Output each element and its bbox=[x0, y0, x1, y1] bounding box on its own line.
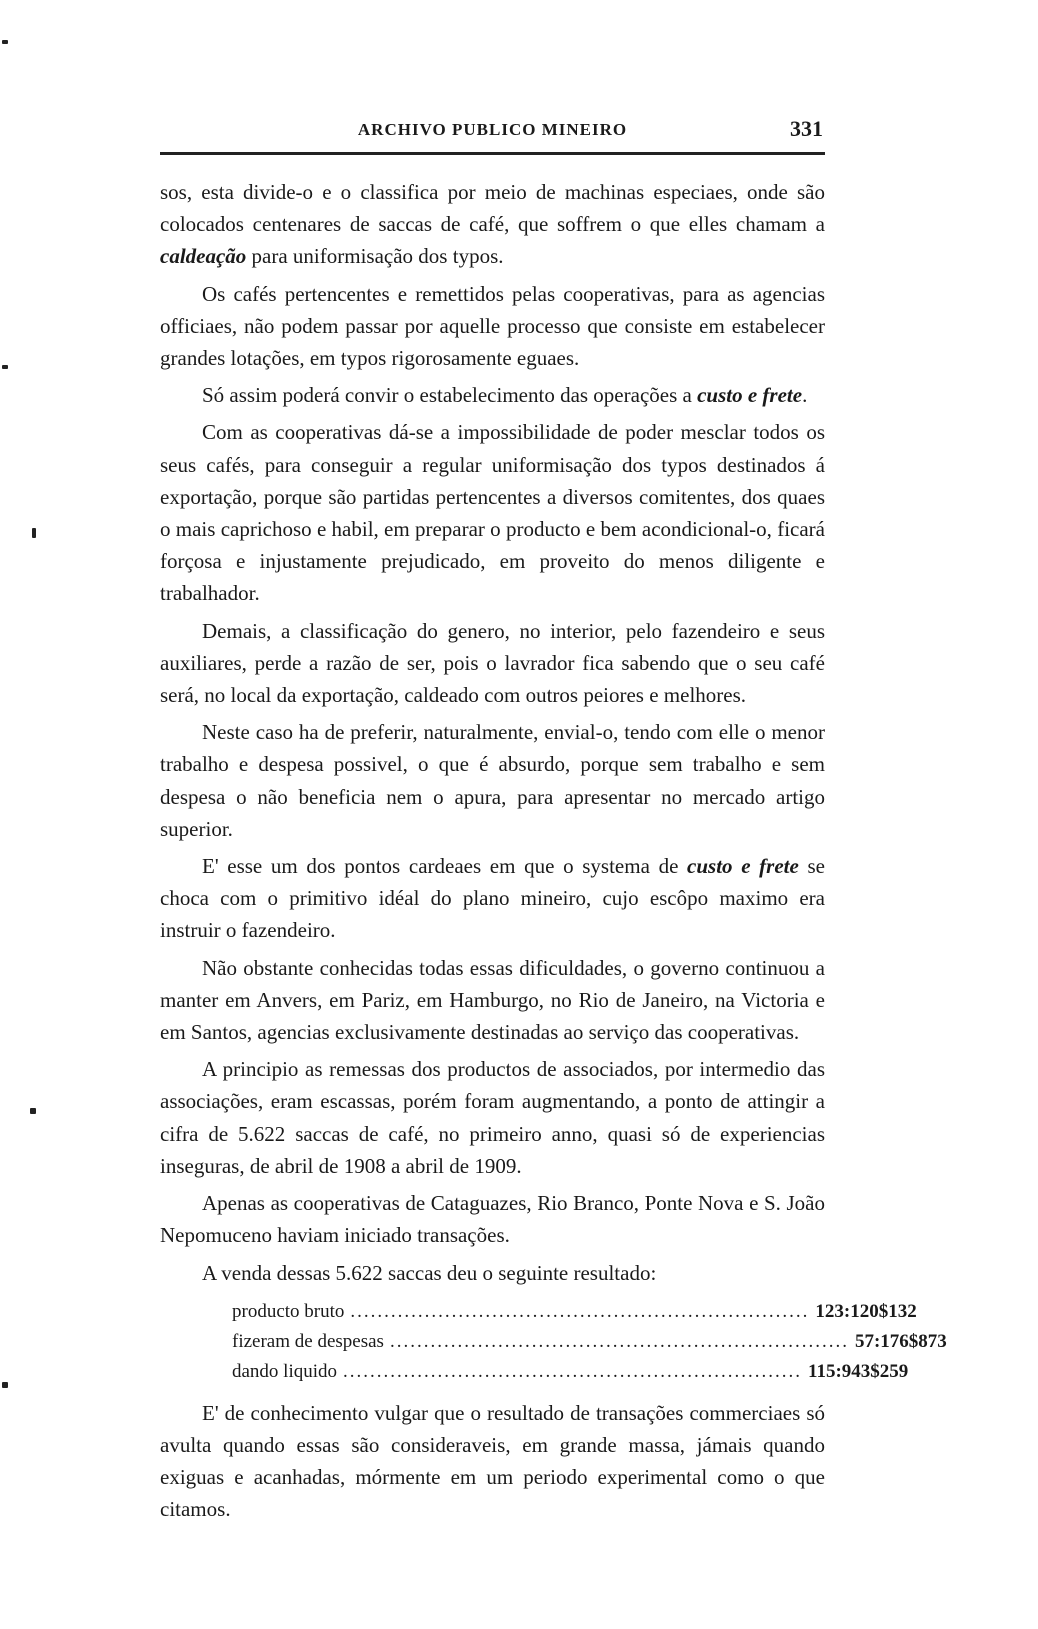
page-header bbox=[160, 118, 825, 148]
results-row bbox=[232, 1357, 909, 1387]
paragraph: Com as cooperativas dá-se a impossibilidade de poder mesclar todos os seus cafés, para conseguir a regular uniformisação dos typos destinados á exportação, porque são partidas pertencentes a diversos comitentes, dos quaes o mais caprichoso e habil, em preparar o producto e bem acondicional-o, ficará forçosa e injustamente prejudicado, em proveito do menos diligente e trabalhador. bbox=[160, 420, 825, 606]
leader-dots: .................................................................... bbox=[343, 1360, 803, 1382]
paragraph: A principio as remessas dos productos de associados, por intermedio das associações, eram escassas, porém foram augmentando, a ponto de attingir a cifra de 5.622 saccas de café, no primeiro anno, quasi só de experiencias inseguras, de abril de 1908 a abril de 1909. bbox=[160, 1057, 825, 1178]
margin-speck bbox=[30, 1108, 36, 1114]
header-rule bbox=[160, 152, 825, 155]
paragraph: sos, esta divide-o e o classifica por meio de machinas especiaes, onde são colocados centenares de saccas de café, que soffrem o que elles chamam a caldeação para uniformisação dos typos. bbox=[160, 180, 825, 269]
results-table bbox=[232, 1297, 947, 1387]
paragraph: E' esse um dos pontos cardeaes em que o systema de custo e frete se choca com o primitivo idéal do plano mineiro, cujo escôpo maximo era instruir o fazendeiro. bbox=[160, 854, 825, 943]
paragraph: Não obstante conhecidas todas essas dificuldades, o governo continuou a manter em Anvers, em Pariz, em Hamburgo, no Rio de Janeiro, na Victoria e em Santos, agencias exclusivamente destinadas ao serviço das cooperativas. bbox=[160, 955, 825, 1045]
results-label: fizeram de despesas bbox=[232, 1330, 384, 1352]
results-label: producto bruto bbox=[232, 1300, 345, 1322]
results-label: dando liquido bbox=[232, 1360, 338, 1382]
paragraph: Demais, a classificação do genero, no interior, pelo fazendeiro e seus auxiliares, perde a razão de ser, pois o lavrador fica sabendo que o seu café será, no local da exportação, caldeado com outros peiores e melhores. bbox=[160, 618, 825, 708]
page-number: 331 bbox=[790, 116, 823, 141]
margin-speck bbox=[2, 40, 8, 44]
paragraph: E' de conhecimento vulgar que o resultado de transações commerciaes só avulta quando essas são consideraveis, em grande massa, jámais quando exiguas e acanhadas, mórmente em um periodo experimental como o que citamos. bbox=[160, 1400, 825, 1522]
results-value: 115:943$259 bbox=[808, 1360, 909, 1382]
italic-term: caldeação bbox=[160, 244, 247, 269]
margin-speck bbox=[2, 365, 8, 369]
paragraph: Neste caso ha de preferir, naturalmente, envial-o, tendo com elle o menor trabalho e despesa possivel, o que é absurdo, porque sem trabalho e sem despesa o não beneficia nem o apura, para apresentar no mercado artigo superior. bbox=[160, 720, 825, 841]
results-value: 123:120$132 bbox=[815, 1300, 917, 1322]
running-title: ARCHIVO PUBLICO MINEIRO bbox=[357, 120, 628, 139]
paragraph: Só assim poderá convir o estabelecimento das operações a custo e frete. bbox=[202, 383, 808, 408]
results-value: 57:176$873 bbox=[854, 1330, 947, 1352]
results-row bbox=[232, 1297, 917, 1327]
leader-dots: .................................................................... bbox=[389, 1330, 849, 1352]
italic-term: custo e frete bbox=[687, 854, 799, 879]
leader-dots: .................................................................... bbox=[350, 1300, 810, 1322]
paragraph: Apenas as cooperativas de Cataguazes, Rio Branco, Ponte Nova e S. João Nepomuceno haviam iniciado transações. bbox=[160, 1191, 825, 1248]
margin-speck bbox=[2, 1382, 8, 1388]
body-text bbox=[160, 176, 947, 1531]
results-row bbox=[232, 1327, 947, 1357]
paragraph: A venda dessas 5.622 saccas deu o seguinte resultado: bbox=[202, 1260, 657, 1285]
margin-speck bbox=[32, 528, 36, 538]
paragraph: Os cafés pertencentes e remettidos pelas cooperativas, para as agencias officiaes, não podem passar por aquelle processo que consiste em estabelecer grandes lotações, em typos rigorosamente eguaes. bbox=[160, 281, 825, 371]
italic-term: custo e frete bbox=[697, 383, 803, 408]
